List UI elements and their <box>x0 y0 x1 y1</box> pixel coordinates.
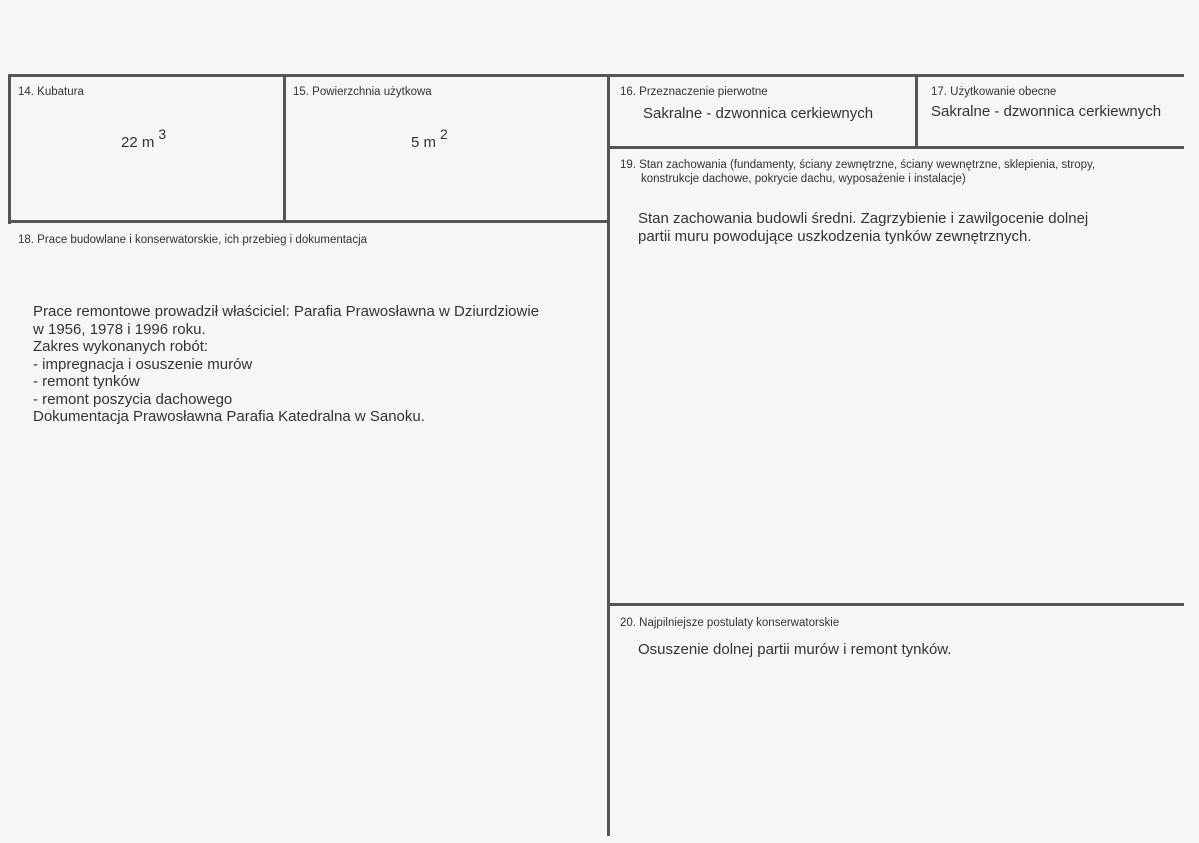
przeznaczenie-value: Sakralne - dzwonnica cerkiewnych <box>643 105 874 122</box>
powierzchnia-value <box>411 126 448 151</box>
prace-text <box>33 303 539 426</box>
stan-zachowania-label-line: konstrukcje dachowe, pokrycie dachu, wyposażenie i instalacje) <box>641 173 966 185</box>
powierzchnia-number: 5 m <box>411 134 437 151</box>
stan-zachowania-line: partii muru powodujące uszkodzenia tynków zewnętrznych. <box>638 227 1032 245</box>
postulaty-label: 20. Najpilniejsze postulaty konserwatorskie <box>620 617 840 629</box>
divider-14-15 <box>283 74 286 222</box>
przeznaczenie-label: 16. Przeznaczenie pierwotne <box>620 86 768 98</box>
stan-zachowania-line: Stan zachowania budowli średni. Zagrzybienie i zawilgocenie dolnej <box>638 210 1089 227</box>
kubatura-label: 14. Kubatura <box>18 86 84 98</box>
divider-row1-right <box>609 146 1184 149</box>
prace-line: - remont poszycia dachowego <box>33 390 233 408</box>
kubatura-number: 22 m <box>121 134 155 151</box>
center-divider <box>607 74 610 836</box>
divider-field20 <box>609 603 1184 606</box>
powierzchnia-exponent: 2 <box>440 126 448 142</box>
divider-row1-left <box>8 220 610 223</box>
left-border <box>8 74 11 224</box>
stan-zachowania-text <box>638 210 1088 245</box>
prace-label: 18. Prace budowlane i konserwatorskie, ich przebieg i dokumentacja <box>18 234 368 246</box>
prace-line: - impregnacja i osuszenie murów <box>33 355 253 373</box>
kubatura-exponent: 3 <box>158 126 167 142</box>
uzytkowanie-value: Sakralne - dzwonnica cerkiewnych <box>931 103 1162 120</box>
divider-16-17 <box>915 74 918 148</box>
postulaty-value: Osuszenie dolnej partii murów i remont tynków. <box>638 641 952 658</box>
kubatura-value <box>121 126 167 151</box>
prace-line: Dokumentacja Prawosławna Parafia Katedralna w Sanoku. <box>33 408 425 425</box>
uzytkowanie-label: 17. Użytkowanie obecne <box>931 86 1057 98</box>
prace-line: - remont tynków <box>33 373 140 390</box>
prace-line: Zakres wykonanych robót: <box>33 338 209 355</box>
stan-zachowania-label-line: 19. Stan zachowania (fundamenty, ściany zewnętrzne, ściany wewnętrzne, sklepienia, stropy, <box>620 159 1096 171</box>
prace-line: Prace remontowe prowadził właściciel: Parafia Prawosławna w Dziurdziowie <box>33 303 540 320</box>
prace-line: w 1956, 1978 i 1996 roku. <box>33 320 206 338</box>
powierzchnia-label: 15. Powierzchnia użytkowa <box>293 86 432 98</box>
stan-zachowania-label <box>620 158 1095 186</box>
top-border <box>8 74 1184 77</box>
